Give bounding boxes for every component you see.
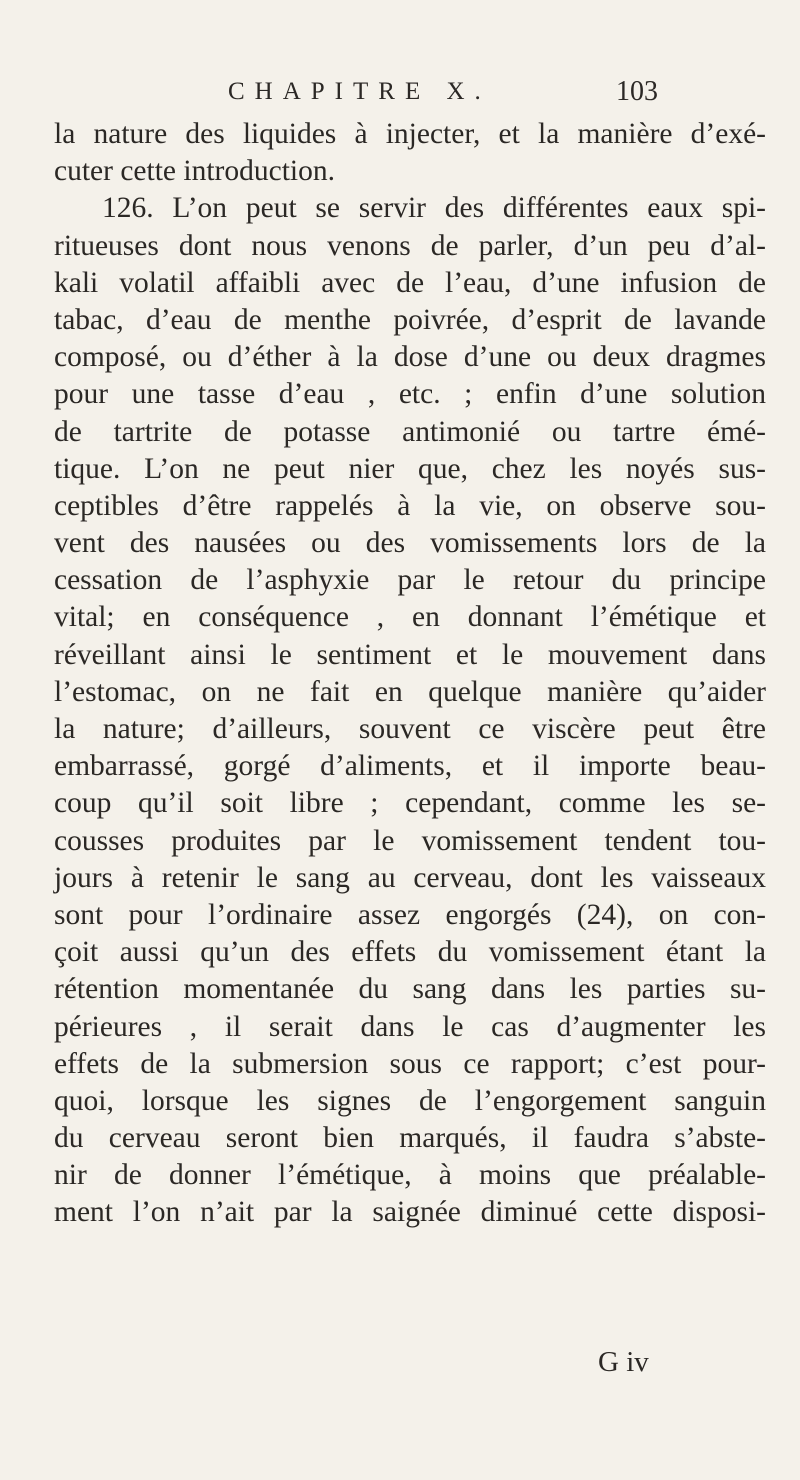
text-line: vent des nausées ou des vomissements lors de la bbox=[54, 527, 766, 560]
text-line: cousses produites par le vomissement tendent tou- bbox=[54, 824, 766, 857]
text-line: nir de donner l’émétique, à moins que préalable- bbox=[54, 1159, 766, 1192]
chapter-title: CHAPITRE X. bbox=[228, 78, 491, 105]
text-line: kali volatil affaibli avec de l’eau, d’une infusion de bbox=[54, 266, 766, 299]
text-line: çoit aussi qu’un des effets du vomissement étant la bbox=[54, 936, 766, 969]
text-line: réveillant ainsi le sentiment et le mouvement dans bbox=[54, 638, 766, 671]
text-line: jours à retenir le sang au cerveau, dont les vaisseaux bbox=[54, 861, 766, 894]
text-line: pour une tasse d’eau , etc. ; enfin d’une solution bbox=[54, 378, 766, 411]
text-line: la nature des liquides à injecter, et la manière d’exé- bbox=[54, 118, 766, 150]
text-line: coup qu’il soit libre ; cependant, comme les se- bbox=[54, 787, 766, 820]
signature-mark: G iv bbox=[598, 1346, 649, 1378]
text-line: ceptibles d’être rappelés à la vie, on observe sou- bbox=[54, 489, 766, 522]
text-line: ment l’on n’ait par la saignée diminué cette disposi- bbox=[54, 1196, 766, 1229]
text-line: composé, ou d’éther à la dose d’une ou deux dragmes bbox=[54, 341, 766, 374]
text-line: tique. L’on ne peut nier que, chez les noyés sus- bbox=[54, 452, 766, 485]
body-text bbox=[54, 116, 766, 1232]
text-line: vital; en conséquence , en donnant l’émétique et bbox=[54, 601, 766, 634]
running-head bbox=[228, 72, 658, 112]
text-line: périeures , il serait dans le cas d’augmenter les bbox=[54, 1010, 766, 1043]
text-line: rétention momentanée du sang dans les parties su- bbox=[54, 973, 766, 1006]
text-line: ritueuses dont nous venons de parler, d’un peu d’al- bbox=[54, 229, 766, 262]
text-line: du cerveau seront bien marqués, il faudra s’abste- bbox=[54, 1122, 766, 1155]
page-number: 103 bbox=[616, 76, 658, 107]
text-line: tabac, d’eau de menthe poivrée, d’esprit de lavande bbox=[54, 303, 766, 336]
paragraph-126-first-line: 126. L’on peut se servir des différentes eaux spi- bbox=[102, 192, 766, 225]
text-line: la nature; d’ailleurs, souvent ce viscère peut être bbox=[54, 713, 766, 745]
text-line: l’estomac, on ne fait en quelque manière qu’aider bbox=[54, 675, 766, 708]
text-line: cessation de l’asphyxie par le retour du principe bbox=[54, 564, 766, 597]
text-line: sont pour l’ordinaire assez engorgés (24), on con- bbox=[54, 898, 766, 931]
text-line: quoi, lorsque les signes de l’engorgement sanguin bbox=[54, 1084, 766, 1117]
text-line: de tartrite de potasse antimonié ou tartre émé- bbox=[54, 415, 766, 448]
text-line: cuter cette introduction. bbox=[54, 155, 335, 188]
text-line: embarrassé, gorgé d’aliments, et il importe beau- bbox=[54, 750, 766, 783]
text-line: effets de la submersion sous ce rapport; c’est pour- bbox=[54, 1047, 766, 1080]
